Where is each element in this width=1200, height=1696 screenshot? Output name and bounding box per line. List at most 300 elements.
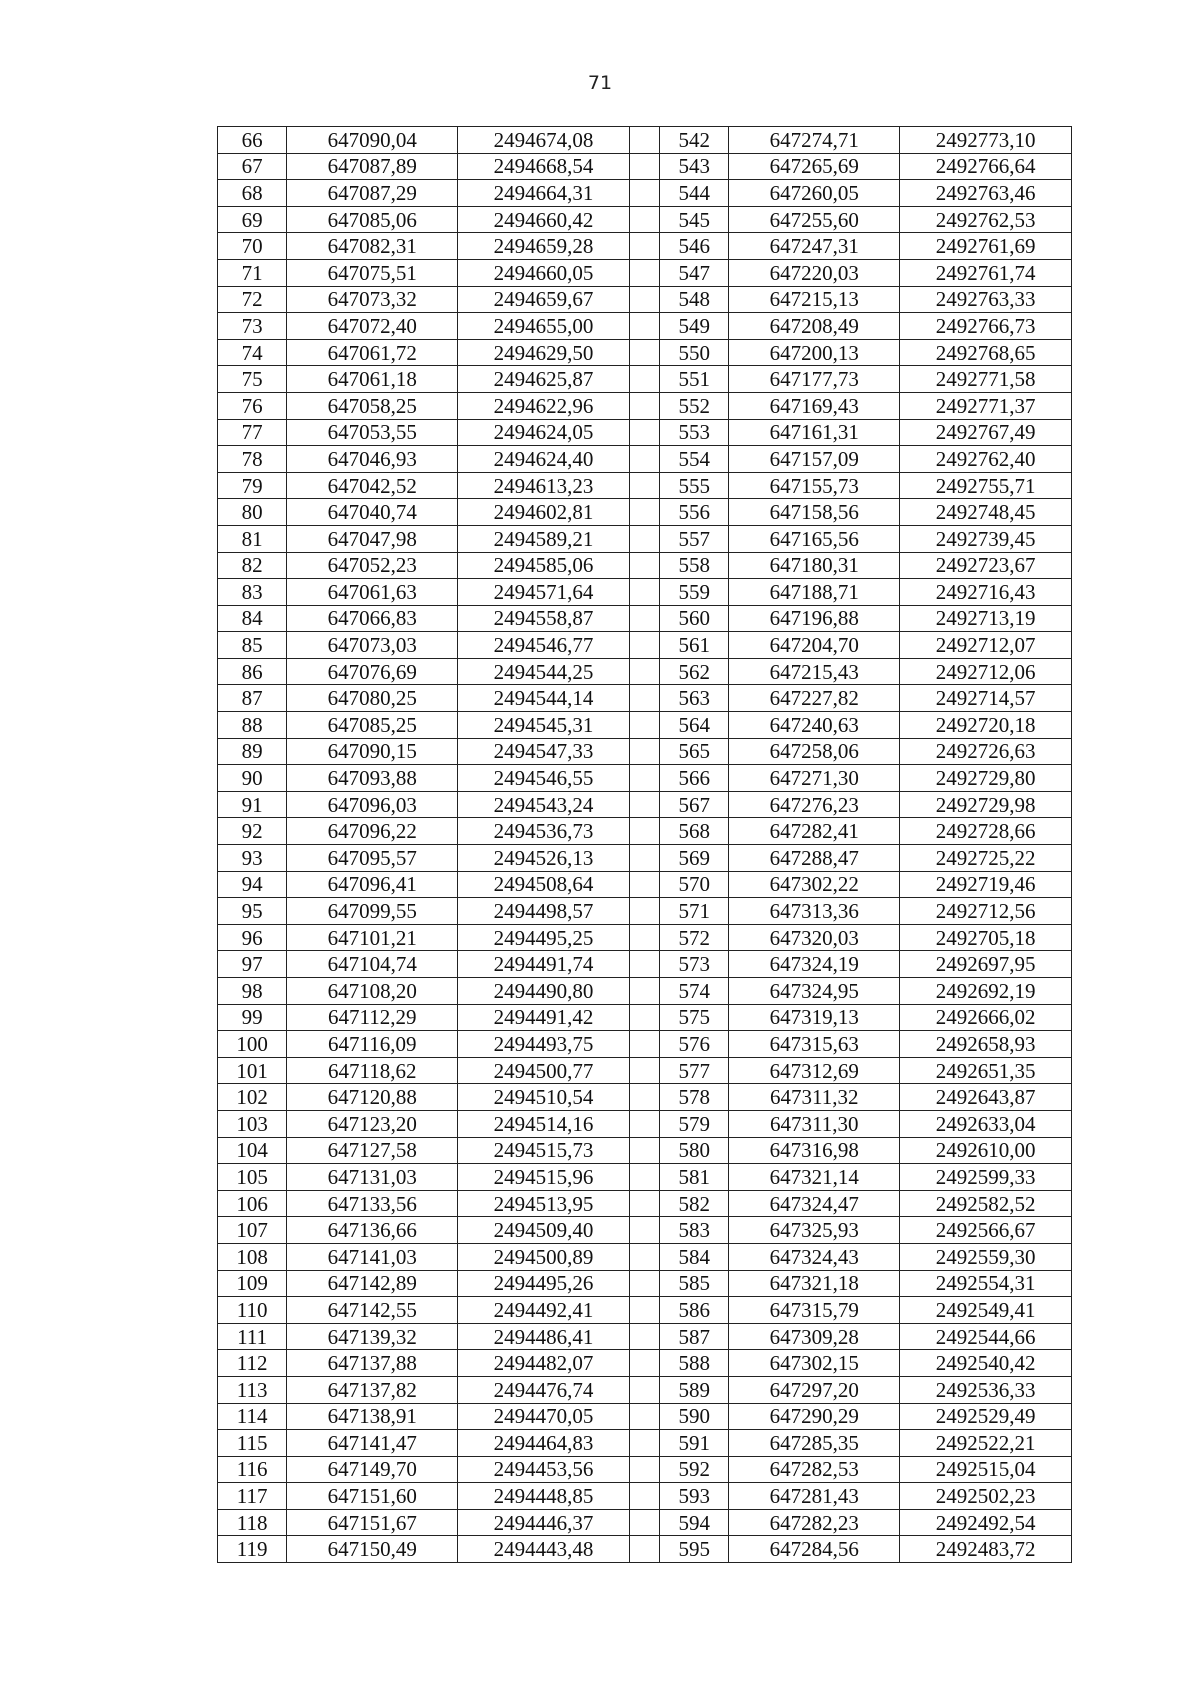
y-coordinate-cell: 2494546,77: [458, 632, 630, 659]
table-row: [218, 1110, 1072, 1137]
y-coordinate-cell: 2494571,64: [458, 579, 630, 606]
x-coordinate-cell: 647131,03: [287, 1164, 458, 1191]
y-coordinate-cell: 2494660,42: [458, 206, 630, 233]
y-coordinate-cell: 2494664,31: [458, 180, 630, 207]
point-number-cell: 113: [218, 1376, 287, 1403]
spacer-cell: [629, 1430, 659, 1457]
point-number-cell: 88: [218, 712, 287, 739]
y-coordinate-cell: 2492643,87: [900, 1084, 1072, 1111]
point-number-cell: 92: [218, 818, 287, 845]
x-coordinate-cell: 647240,63: [729, 712, 900, 739]
y-coordinate-cell: 2494558,87: [458, 605, 630, 632]
y-coordinate-cell: 2492692,19: [900, 978, 1072, 1005]
y-coordinate-cell: 2492766,64: [900, 153, 1072, 180]
point-number-cell: 105: [218, 1164, 287, 1191]
x-coordinate-cell: 647090,04: [287, 127, 458, 154]
x-coordinate-cell: 647315,79: [729, 1297, 900, 1324]
spacer-cell: [629, 1509, 659, 1536]
y-coordinate-cell: 2492773,10: [900, 127, 1072, 154]
table-row: [218, 392, 1072, 419]
x-coordinate-cell: 647047,98: [287, 525, 458, 552]
point-number-cell: 552: [660, 392, 729, 419]
table-row: [218, 685, 1072, 712]
y-coordinate-cell: 2494498,57: [458, 898, 630, 925]
x-coordinate-cell: 647302,15: [729, 1350, 900, 1377]
y-coordinate-cell: 2492529,49: [900, 1403, 1072, 1430]
spacer-cell: [629, 1376, 659, 1403]
y-coordinate-cell: 2492515,04: [900, 1456, 1072, 1483]
table-row: [218, 419, 1072, 446]
spacer-cell: [629, 765, 659, 792]
coordinates-table: [217, 126, 1072, 1563]
point-number-cell: 565: [660, 738, 729, 765]
table-row: [218, 1430, 1072, 1457]
x-coordinate-cell: 647149,70: [287, 1456, 458, 1483]
table-row: [218, 366, 1072, 393]
spacer-cell: [629, 1350, 659, 1377]
point-number-cell: 560: [660, 605, 729, 632]
point-number-cell: 572: [660, 924, 729, 951]
x-coordinate-cell: 647284,56: [729, 1536, 900, 1563]
x-coordinate-cell: 647099,55: [287, 898, 458, 925]
point-number-cell: 566: [660, 765, 729, 792]
point-number-cell: 112: [218, 1350, 287, 1377]
y-coordinate-cell: 2492761,74: [900, 259, 1072, 286]
table-row: [218, 313, 1072, 340]
y-coordinate-cell: 2494509,40: [458, 1217, 630, 1244]
x-coordinate-cell: 647046,93: [287, 446, 458, 473]
y-coordinate-cell: 2494510,54: [458, 1084, 630, 1111]
point-number-cell: 593: [660, 1483, 729, 1510]
x-coordinate-cell: 647274,71: [729, 127, 900, 154]
spacer-cell: [629, 446, 659, 473]
x-coordinate-cell: 647316,98: [729, 1137, 900, 1164]
point-number-cell: 66: [218, 127, 287, 154]
x-coordinate-cell: 647096,22: [287, 818, 458, 845]
table-row: [218, 765, 1072, 792]
table-row: [218, 1456, 1072, 1483]
y-coordinate-cell: 2492726,63: [900, 738, 1072, 765]
x-coordinate-cell: 647288,47: [729, 845, 900, 872]
table-row: [218, 1536, 1072, 1563]
point-number-cell: 585: [660, 1270, 729, 1297]
x-coordinate-cell: 647137,88: [287, 1350, 458, 1377]
spacer-cell: [629, 286, 659, 313]
x-coordinate-cell: 647169,43: [729, 392, 900, 419]
spacer-cell: [629, 579, 659, 606]
spacer-cell: [629, 233, 659, 260]
point-number-cell: 545: [660, 206, 729, 233]
x-coordinate-cell: 647104,74: [287, 951, 458, 978]
point-number-cell: 556: [660, 499, 729, 526]
x-coordinate-cell: 647061,63: [287, 579, 458, 606]
y-coordinate-cell: 2492712,07: [900, 632, 1072, 659]
y-coordinate-cell: 2494495,25: [458, 924, 630, 951]
spacer-cell: [629, 1243, 659, 1270]
x-coordinate-cell: 647108,20: [287, 978, 458, 1005]
spacer-cell: [629, 339, 659, 366]
y-coordinate-cell: 2492771,37: [900, 392, 1072, 419]
spacer-cell: [629, 712, 659, 739]
y-coordinate-cell: 2494526,13: [458, 845, 630, 872]
point-number-cell: 548: [660, 286, 729, 313]
x-coordinate-cell: 647141,03: [287, 1243, 458, 1270]
spacer-cell: [629, 180, 659, 207]
y-coordinate-cell: 2492768,65: [900, 339, 1072, 366]
y-coordinate-cell: 2492762,53: [900, 206, 1072, 233]
x-coordinate-cell: 647053,55: [287, 419, 458, 446]
x-coordinate-cell: 647165,56: [729, 525, 900, 552]
spacer-cell: [629, 419, 659, 446]
x-coordinate-cell: 647061,72: [287, 339, 458, 366]
y-coordinate-cell: 2492544,66: [900, 1323, 1072, 1350]
point-number-cell: 107: [218, 1217, 287, 1244]
x-coordinate-cell: 647281,43: [729, 1483, 900, 1510]
x-coordinate-cell: 647215,43: [729, 658, 900, 685]
point-number-cell: 586: [660, 1297, 729, 1324]
point-number-cell: 576: [660, 1031, 729, 1058]
y-coordinate-cell: 2494490,80: [458, 978, 630, 1005]
point-number-cell: 69: [218, 206, 287, 233]
point-number-cell: 554: [660, 446, 729, 473]
spacer-cell: [629, 1456, 659, 1483]
point-number-cell: 99: [218, 1004, 287, 1031]
point-number-cell: 95: [218, 898, 287, 925]
x-coordinate-cell: 647258,06: [729, 738, 900, 765]
x-coordinate-cell: 647311,32: [729, 1084, 900, 1111]
spacer-cell: [629, 259, 659, 286]
point-number-cell: 90: [218, 765, 287, 792]
x-coordinate-cell: 647285,35: [729, 1430, 900, 1457]
x-coordinate-cell: 647066,83: [287, 605, 458, 632]
x-coordinate-cell: 647324,95: [729, 978, 900, 1005]
x-coordinate-cell: 647075,51: [287, 259, 458, 286]
y-coordinate-cell: 2492748,45: [900, 499, 1072, 526]
y-coordinate-cell: 2492666,02: [900, 1004, 1072, 1031]
table-row: [218, 1164, 1072, 1191]
point-number-cell: 581: [660, 1164, 729, 1191]
y-coordinate-cell: 2494668,54: [458, 153, 630, 180]
x-coordinate-cell: 647052,23: [287, 552, 458, 579]
x-coordinate-cell: 647255,60: [729, 206, 900, 233]
point-number-cell: 583: [660, 1217, 729, 1244]
point-number-cell: 569: [660, 845, 729, 872]
x-coordinate-cell: 647324,43: [729, 1243, 900, 1270]
x-coordinate-cell: 647076,69: [287, 658, 458, 685]
table-row: [218, 233, 1072, 260]
y-coordinate-cell: 2492610,00: [900, 1137, 1072, 1164]
y-coordinate-cell: 2492658,93: [900, 1031, 1072, 1058]
point-number-cell: 553: [660, 419, 729, 446]
y-coordinate-cell: 2492705,18: [900, 924, 1072, 951]
y-coordinate-cell: 2494508,64: [458, 871, 630, 898]
point-number-cell: 76: [218, 392, 287, 419]
table-row: [218, 712, 1072, 739]
x-coordinate-cell: 647297,20: [729, 1376, 900, 1403]
x-coordinate-cell: 647188,71: [729, 579, 900, 606]
x-coordinate-cell: 647311,30: [729, 1110, 900, 1137]
spacer-cell: [629, 818, 659, 845]
x-coordinate-cell: 647095,57: [287, 845, 458, 872]
x-coordinate-cell: 647101,21: [287, 924, 458, 951]
x-coordinate-cell: 647137,82: [287, 1376, 458, 1403]
y-coordinate-cell: 2492566,67: [900, 1217, 1072, 1244]
table-row: [218, 206, 1072, 233]
x-coordinate-cell: 647127,58: [287, 1137, 458, 1164]
x-coordinate-cell: 647042,52: [287, 472, 458, 499]
point-number-cell: 564: [660, 712, 729, 739]
table-row: [218, 127, 1072, 154]
x-coordinate-cell: 647282,23: [729, 1509, 900, 1536]
x-coordinate-cell: 647247,31: [729, 233, 900, 260]
spacer-cell: [629, 632, 659, 659]
point-number-cell: 114: [218, 1403, 287, 1430]
table-row: [218, 1243, 1072, 1270]
x-coordinate-cell: 647138,91: [287, 1403, 458, 1430]
point-number-cell: 108: [218, 1243, 287, 1270]
spacer-cell: [629, 1323, 659, 1350]
spacer-cell: [629, 605, 659, 632]
y-coordinate-cell: 2494446,37: [458, 1509, 630, 1536]
y-coordinate-cell: 2494491,74: [458, 951, 630, 978]
y-coordinate-cell: 2494515,73: [458, 1137, 630, 1164]
spacer-cell: [629, 924, 659, 951]
point-number-cell: 550: [660, 339, 729, 366]
x-coordinate-cell: 647141,47: [287, 1430, 458, 1457]
x-coordinate-cell: 647320,03: [729, 924, 900, 951]
spacer-cell: [629, 1137, 659, 1164]
table-row: [218, 898, 1072, 925]
point-number-cell: 547: [660, 259, 729, 286]
spacer-cell: [629, 1536, 659, 1563]
spacer-cell: [629, 499, 659, 526]
point-number-cell: 71: [218, 259, 287, 286]
x-coordinate-cell: 647282,41: [729, 818, 900, 845]
table-row: [218, 818, 1072, 845]
y-coordinate-cell: 2492725,22: [900, 845, 1072, 872]
y-coordinate-cell: 2494544,25: [458, 658, 630, 685]
point-number-cell: 543: [660, 153, 729, 180]
point-number-cell: 97: [218, 951, 287, 978]
x-coordinate-cell: 647324,47: [729, 1190, 900, 1217]
point-number-cell: 578: [660, 1084, 729, 1111]
point-number-cell: 595: [660, 1536, 729, 1563]
y-coordinate-cell: 2492716,43: [900, 579, 1072, 606]
x-coordinate-cell: 647227,82: [729, 685, 900, 712]
y-coordinate-cell: 2494500,89: [458, 1243, 630, 1270]
point-number-cell: 561: [660, 632, 729, 659]
point-number-cell: 94: [218, 871, 287, 898]
x-coordinate-cell: 647196,88: [729, 605, 900, 632]
x-coordinate-cell: 647215,13: [729, 286, 900, 313]
point-number-cell: 589: [660, 1376, 729, 1403]
spacer-cell: [629, 951, 659, 978]
y-coordinate-cell: 2492720,18: [900, 712, 1072, 739]
point-number-cell: 91: [218, 791, 287, 818]
point-number-cell: 575: [660, 1004, 729, 1031]
x-coordinate-cell: 647325,93: [729, 1217, 900, 1244]
x-coordinate-cell: 647155,73: [729, 472, 900, 499]
x-coordinate-cell: 647061,18: [287, 366, 458, 393]
point-number-cell: 584: [660, 1243, 729, 1270]
point-number-cell: 77: [218, 419, 287, 446]
spacer-cell: [629, 658, 659, 685]
y-coordinate-cell: 2492712,56: [900, 898, 1072, 925]
table-row: [218, 1403, 1072, 1430]
table-row: [218, 1217, 1072, 1244]
y-coordinate-cell: 2492762,40: [900, 446, 1072, 473]
x-coordinate-cell: 647120,88: [287, 1084, 458, 1111]
y-coordinate-cell: 2492728,66: [900, 818, 1072, 845]
point-number-cell: 67: [218, 153, 287, 180]
point-number-cell: 73: [218, 313, 287, 340]
x-coordinate-cell: 647093,88: [287, 765, 458, 792]
y-coordinate-cell: 2494492,41: [458, 1297, 630, 1324]
x-coordinate-cell: 647139,32: [287, 1323, 458, 1350]
point-number-cell: 70: [218, 233, 287, 260]
point-number-cell: 109: [218, 1270, 287, 1297]
spacer-cell: [629, 313, 659, 340]
x-coordinate-cell: 647161,31: [729, 419, 900, 446]
table-row: [218, 259, 1072, 286]
table-row: [218, 180, 1072, 207]
point-number-cell: 85: [218, 632, 287, 659]
y-coordinate-cell: 2492755,71: [900, 472, 1072, 499]
x-coordinate-cell: 647180,31: [729, 552, 900, 579]
x-coordinate-cell: 647112,29: [287, 1004, 458, 1031]
point-number-cell: 78: [218, 446, 287, 473]
table-row: [218, 658, 1072, 685]
y-coordinate-cell: 2494443,48: [458, 1536, 630, 1563]
y-coordinate-cell: 2494589,21: [458, 525, 630, 552]
point-number-cell: 567: [660, 791, 729, 818]
table-row: [218, 632, 1072, 659]
x-coordinate-cell: 647158,56: [729, 499, 900, 526]
point-number-cell: 110: [218, 1297, 287, 1324]
table-row: [218, 978, 1072, 1005]
x-coordinate-cell: 647058,25: [287, 392, 458, 419]
y-coordinate-cell: 2494659,67: [458, 286, 630, 313]
x-coordinate-cell: 647276,23: [729, 791, 900, 818]
y-coordinate-cell: 2492549,41: [900, 1297, 1072, 1324]
table-row: [218, 1297, 1072, 1324]
y-coordinate-cell: 2492582,52: [900, 1190, 1072, 1217]
y-coordinate-cell: 2492554,31: [900, 1270, 1072, 1297]
point-number-cell: 557: [660, 525, 729, 552]
y-coordinate-cell: 2494622,96: [458, 392, 630, 419]
point-number-cell: 577: [660, 1057, 729, 1084]
point-number-cell: 87: [218, 685, 287, 712]
x-coordinate-cell: 647324,19: [729, 951, 900, 978]
y-coordinate-cell: 2494513,95: [458, 1190, 630, 1217]
point-number-cell: 80: [218, 499, 287, 526]
point-number-cell: 83: [218, 579, 287, 606]
x-coordinate-cell: 647150,49: [287, 1536, 458, 1563]
table-row: [218, 446, 1072, 473]
point-number-cell: 590: [660, 1403, 729, 1430]
y-coordinate-cell: 2492771,58: [900, 366, 1072, 393]
table-row: [218, 153, 1072, 180]
point-number-cell: 74: [218, 339, 287, 366]
x-coordinate-cell: 647321,18: [729, 1270, 900, 1297]
point-number-cell: 594: [660, 1509, 729, 1536]
x-coordinate-cell: 647282,53: [729, 1456, 900, 1483]
point-number-cell: 119: [218, 1536, 287, 1563]
y-coordinate-cell: 2492483,72: [900, 1536, 1072, 1563]
table-row: [218, 791, 1072, 818]
table-row: [218, 1270, 1072, 1297]
spacer-cell: [629, 1297, 659, 1324]
y-coordinate-cell: 2494470,05: [458, 1403, 630, 1430]
point-number-cell: 574: [660, 978, 729, 1005]
spacer-cell: [629, 898, 659, 925]
spacer-cell: [629, 738, 659, 765]
table-row: [218, 605, 1072, 632]
point-number-cell: 118: [218, 1509, 287, 1536]
point-number-cell: 568: [660, 818, 729, 845]
table-row: [218, 1483, 1072, 1510]
spacer-cell: [629, 1270, 659, 1297]
x-coordinate-cell: 647319,13: [729, 1004, 900, 1031]
x-coordinate-cell: 647133,56: [287, 1190, 458, 1217]
point-number-cell: 89: [218, 738, 287, 765]
table-row: [218, 1376, 1072, 1403]
point-number-cell: 86: [218, 658, 287, 685]
table-row: [218, 1350, 1072, 1377]
spacer-cell: [629, 871, 659, 898]
spacer-cell: [629, 978, 659, 1005]
y-coordinate-cell: 2492766,73: [900, 313, 1072, 340]
point-number-cell: 100: [218, 1031, 287, 1058]
table-row: [218, 871, 1072, 898]
table-row: [218, 339, 1072, 366]
table-row: [218, 1031, 1072, 1058]
point-number-cell: 582: [660, 1190, 729, 1217]
point-number-cell: 549: [660, 313, 729, 340]
y-coordinate-cell: 2494545,31: [458, 712, 630, 739]
x-coordinate-cell: 647073,32: [287, 286, 458, 313]
x-coordinate-cell: 647096,03: [287, 791, 458, 818]
x-coordinate-cell: 647302,22: [729, 871, 900, 898]
point-number-cell: 542: [660, 127, 729, 154]
table-row: [218, 286, 1072, 313]
point-number-cell: 84: [218, 605, 287, 632]
point-number-cell: 81: [218, 525, 287, 552]
y-coordinate-cell: 2492739,45: [900, 525, 1072, 552]
y-coordinate-cell: 2492713,19: [900, 605, 1072, 632]
y-coordinate-cell: 2492502,23: [900, 1483, 1072, 1510]
y-coordinate-cell: 2492729,98: [900, 791, 1072, 818]
y-coordinate-cell: 2494546,55: [458, 765, 630, 792]
spacer-cell: [629, 392, 659, 419]
spacer-cell: [629, 1217, 659, 1244]
y-coordinate-cell: 2494482,07: [458, 1350, 630, 1377]
point-number-cell: 558: [660, 552, 729, 579]
table-row: [218, 472, 1072, 499]
x-coordinate-cell: 647090,15: [287, 738, 458, 765]
y-coordinate-cell: 2494585,06: [458, 552, 630, 579]
point-number-cell: 591: [660, 1430, 729, 1457]
spacer-cell: [629, 206, 659, 233]
point-number-cell: 117: [218, 1483, 287, 1510]
point-number-cell: 98: [218, 978, 287, 1005]
point-number-cell: 559: [660, 579, 729, 606]
y-coordinate-cell: 2492559,30: [900, 1243, 1072, 1270]
spacer-cell: [629, 1110, 659, 1137]
spacer-cell: [629, 472, 659, 499]
point-number-cell: 111: [218, 1323, 287, 1350]
x-coordinate-cell: 647087,29: [287, 180, 458, 207]
